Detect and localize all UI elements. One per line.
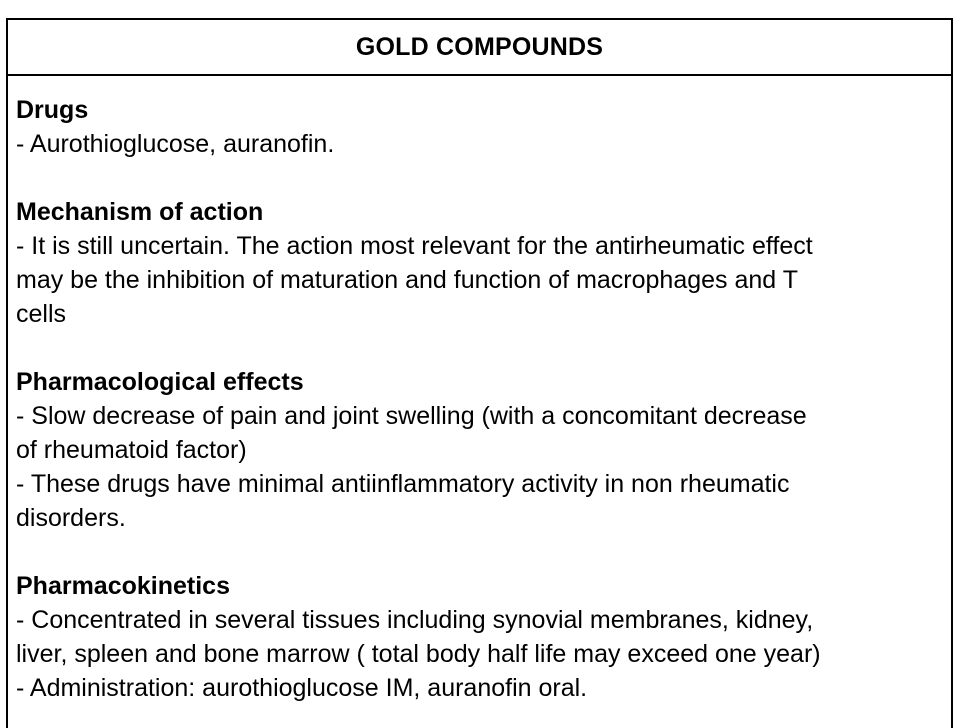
section-mechanism-of-action bbox=[16, 195, 951, 331]
text-line: cells bbox=[16, 300, 67, 328]
section-heading: Pharmacokinetics bbox=[16, 572, 230, 600]
text-line: of rheumatoid factor) bbox=[16, 436, 247, 464]
document-content bbox=[8, 76, 951, 705]
section-heading: Mechanism of action bbox=[16, 198, 264, 226]
title-bar bbox=[8, 20, 951, 76]
text-line: - Slow decrease of pain and joint swelling (with a concomitant decrease bbox=[16, 402, 807, 430]
text-line: may be the inhibition of maturation and function of macrophages and T bbox=[16, 266, 798, 294]
text-line: liver, spleen and bone marrow ( total body half life may exceed one year) bbox=[16, 640, 821, 668]
section-heading: Pharmacological effects bbox=[16, 368, 304, 396]
text-line: - Administration: aurothioglucose IM, auranofin oral. bbox=[16, 674, 588, 702]
text-line: - Aurothioglucose, auranofin. bbox=[16, 130, 335, 158]
section-heading: Drugs bbox=[16, 96, 89, 124]
text-line: - It is still uncertain. The action most relevant for the antirheumatic effect bbox=[16, 232, 813, 260]
text-line: - These drugs have minimal antiinflammatory activity in non rheumatic bbox=[16, 470, 790, 498]
section-drugs bbox=[16, 93, 951, 161]
page-title: GOLD COMPOUNDS bbox=[355, 32, 604, 61]
text-line: disorders. bbox=[16, 504, 126, 532]
text-line: - Concentrated in several tissues including synovial membranes, kidney, bbox=[16, 606, 814, 634]
section-pharmacokinetics bbox=[16, 569, 951, 705]
document-frame bbox=[6, 18, 953, 728]
section-pharmacological-effects bbox=[16, 365, 951, 535]
